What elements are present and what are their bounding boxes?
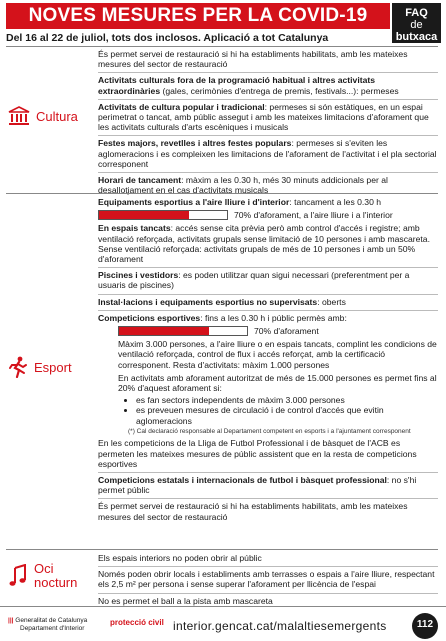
capacity-text: 70% d'aforament — [254, 326, 319, 337]
footnote: (*) Cal declaració responsable al Departament competent en esports i a l'ajuntament corresponent — [128, 427, 411, 435]
gencat-stripes-icon: ||| — [8, 617, 14, 624]
proteccio-civil-logo — [110, 619, 164, 628]
emergency-112-badge: 112 — [412, 613, 438, 639]
oci-item: Només poden obrir locals i establiments amb terrasses o espais a l'aire lliure, respectant els 2,5 m² per persona i sense superar l'aforament per llicència de l'espai — [98, 569, 435, 590]
faq-line-3: butxaca — [395, 31, 438, 43]
section-cultura — [8, 106, 78, 126]
gencat-line-1: Generalitat de Catalunya — [15, 617, 88, 624]
capacity-text: 70% d'aforament, a l'aire lliure i a l'interior — [234, 210, 393, 221]
oci-item: No es permet el ball a la pista amb mascareta — [98, 595, 273, 606]
esport-item: Competicions esportives: fins a les 0.30 h i públic permès amb: — [98, 312, 347, 323]
condition-list — [136, 395, 438, 426]
section-label-esport: Esport — [34, 359, 72, 375]
faq-badge — [392, 3, 441, 43]
capacity-bar — [118, 326, 248, 336]
oci-item: Els espais interiors no poden obrir al públic — [98, 553, 262, 563]
divider — [6, 193, 438, 194]
section-oci — [8, 562, 77, 590]
esport-item: En activitats amb aforament autoritzat de més de 15.000 persones es permet fins al 20% d'aquest aforament si: — [118, 372, 437, 394]
esport-item: En espais tancats: accés sense cita prèvia però amb control d'accés i registre; amb ventilació reforçada, activitats grupals sense limitació de 10 persones i amb mascareta. Sense ventilació reforçada: activitats grupals de més de 10 persones i amb un 50% d'aforament — [98, 223, 430, 265]
cultura-item: Horari de tancament: màxim a les 0.30 h, més 30 minuts addicionals per al desallotjament en el cas d'activitats musicals — [98, 175, 388, 196]
section-label-cultura: Cultura — [36, 108, 78, 124]
proteccio-civil-text: protecció civil — [110, 618, 164, 627]
page-title: NOVES MESURES PER LA COVID-19 — [6, 3, 390, 29]
esport-item: Piscines i vestidors: es poden utilitzar quan sigui necessari (preferentment per a usuaris de piscines) — [98, 270, 410, 291]
capacity-bar-fill — [119, 327, 209, 335]
esport-item: Competicions estatals i internacionals de futbol i bàsquet professional: no s'hi permet públic — [98, 474, 417, 496]
capacity-bar — [98, 210, 228, 220]
runner-icon — [8, 356, 28, 378]
music-note-icon — [8, 564, 28, 588]
esport-content — [98, 195, 438, 525]
esport-item: És permet servei de restauració si hi ha establiments habilitats, amb les mateixes mesures del sector de restauració — [98, 501, 408, 522]
list-item: • es preveuen mesures de circulació i de control d'accés que evitin aglomeracions — [136, 405, 438, 425]
footer-url[interactable]: interior.gencat.cat/malaltiesemergents — [173, 619, 387, 633]
subtitle: Del 16 al 22 de juliol, tots dos inclosos. Aplicació a tot Catalunya — [6, 32, 329, 44]
esport-item: Equipaments esportius a l'aire lliure i d'interior: tancament a les 0.30 h — [98, 197, 382, 207]
esport-item: Màxim 3.000 persones, a l'aire lliure o en espais tancats, complint les condicions de ventilació reforçada, control de flux i accés reforçat, amb la certificació corresponent. Resta d'activitats: màxim 1.000 persones — [118, 339, 437, 370]
cultura-item: Activitats culturals fora de la programació habitual i altres activitats extraordinàries (gales, cerimònies d'entrega de premis, festivals...): permeses — [98, 75, 399, 96]
gencat-logo — [8, 617, 87, 632]
capacity-bar-fill — [99, 211, 189, 219]
faq-line-2: de — [410, 19, 423, 31]
cultura-item: És permet servei de restauració si hi ha establiments habilitats, amb les mateixes mesures del sector de restauració — [98, 49, 408, 70]
capacity-row — [118, 326, 438, 336]
faq-line-1: FAQ — [405, 7, 428, 19]
esport-item: En les competicions de la Lliga de Futbol Professional i de bàsquet de l'ACB es permeten les mateixes mesures de públic assistent que en la resta de competicions esportives — [98, 438, 417, 469]
oci-content — [98, 551, 438, 609]
museum-icon — [8, 106, 30, 126]
section-label-oci: Oci nocturn — [34, 561, 78, 590]
gencat-line-2: Departament d'Interior — [20, 624, 85, 632]
capacity-row — [98, 210, 438, 220]
cultura-item: Activitats de cultura popular i tradicional: permeses si són estàtiques, en un espai perimetrat o tancat, amb públic assegut i amb les mateixes limitacions d'aforament que les activitats culturals d'arts escèniques i musicals — [98, 101, 429, 133]
cultura-content — [98, 47, 438, 198]
divider — [6, 549, 438, 550]
section-esport — [8, 356, 72, 378]
cultura-item: Festes majors, revetlles i altres festes populars: permeses si s'eviten les aglomeracions i es compleixen les limitacions de l'aforament de l'activitat i el pla sectorial corresponent — [98, 138, 437, 169]
list-item: • es fan sectors independents de màxim 3.000 persones — [136, 395, 438, 405]
footer — [0, 606, 446, 641]
esport-item: Instal·lacions i equipaments esportius no supervisats: oberts — [98, 296, 346, 307]
